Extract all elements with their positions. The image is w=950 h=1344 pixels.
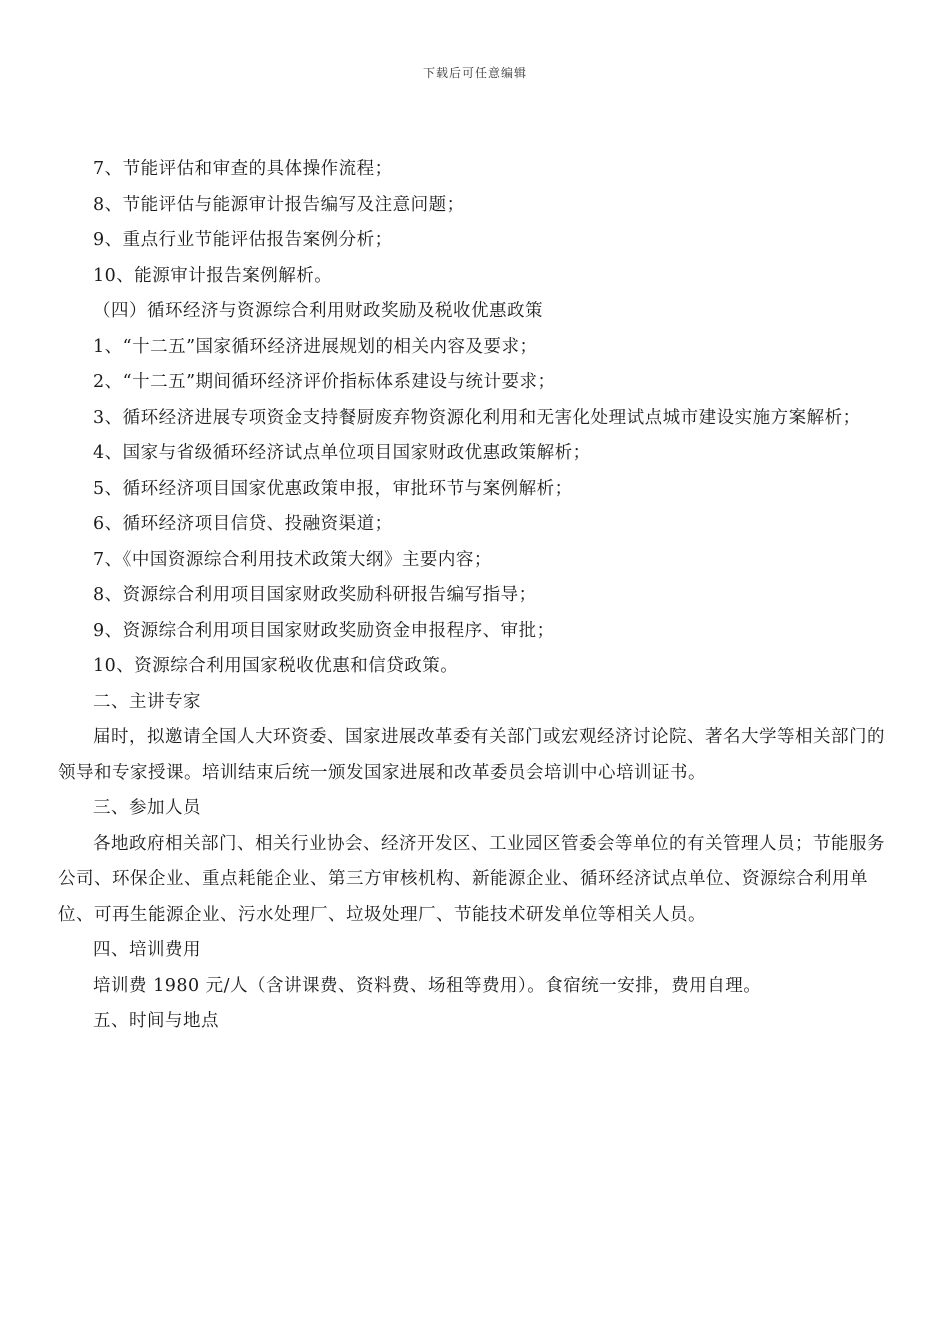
paragraph: 各地政府相关部门、相关行业协会、经济开发区、工业园区管委会等单位的有关管理人员；节能服务公司、环保企业、重点耗能企业、第三方审核机构、新能源企业、循环经济试点单位、资源综合利用单位、可再生能源企业、污水处理厂、垃圾处理厂、节能技术研发单位等相关人员。 — [58, 833, 885, 925]
paragraph: 8、资源综合利用项目国家财政奖励科研报告编写指导； — [93, 585, 537, 605]
paragraph: 培训费 1980 元/人（含讲课费、资料费、场租等费用）。食宿统一安排，费用自理。 — [93, 975, 762, 996]
section-heading: （四）循环经济与资源综合利用财政奖励及税收优惠政策 — [93, 301, 543, 321]
page-header: 下载后可任意编辑 — [422, 66, 527, 80]
paragraph: 2、“十二五”期间循环经济评价指标体系建设与统计要求； — [93, 372, 556, 392]
paragraph: 4、国家与省级循环经济试点单位项目国家财政优惠政策解析； — [93, 443, 591, 463]
paragraph: 9、重点行业节能评估报告案例分析； — [93, 230, 393, 250]
paragraph: 9、资源综合利用项目国家财政奖励资金申报程序、审批； — [93, 620, 555, 641]
document-body — [58, 152, 894, 1040]
paragraph: 10、资源综合利用国家税收优惠和信贷政策。 — [93, 656, 459, 676]
paragraph: 3、循环经济进展专项资金支持餐厨废弃物资源化利用和无害化处理试点城市建设实施方案解析； — [93, 407, 861, 428]
paragraph: 7、节能评估和审查的具体操作流程； — [93, 159, 393, 179]
paragraph: 6、循环经济项目信贷、投融资渠道； — [93, 514, 393, 534]
paragraph: 1、“十二五”国家循环经济进展规划的相关内容及要求； — [93, 336, 538, 357]
section-heading: 二、主讲专家 — [93, 691, 201, 712]
section-heading: 四、培训费用 — [93, 940, 201, 960]
paragraph: 10、能源审计报告案例解析。 — [93, 265, 333, 286]
paragraph: 5、循环经济项目国家优惠政策申报，审批环节与案例解析； — [93, 478, 573, 499]
paragraph: 8、节能评估与能源审计报告编写及注意问题； — [93, 194, 465, 215]
section-heading: 三、参加人员 — [93, 798, 201, 818]
section-heading: 五、时间与地点 — [93, 1011, 219, 1031]
paragraph: 7、《中国资源综合利用技术政策大纲》主要内容； — [93, 549, 492, 570]
paragraph: 届时，拟邀请全国人大环资委、国家进展改革委有关部门或宏观经济讨论院、著名大学等相关部门的领导和专家授课。培训结束后统一颁发国家进展和改革委员会培训中心培训证书。 — [58, 727, 885, 783]
